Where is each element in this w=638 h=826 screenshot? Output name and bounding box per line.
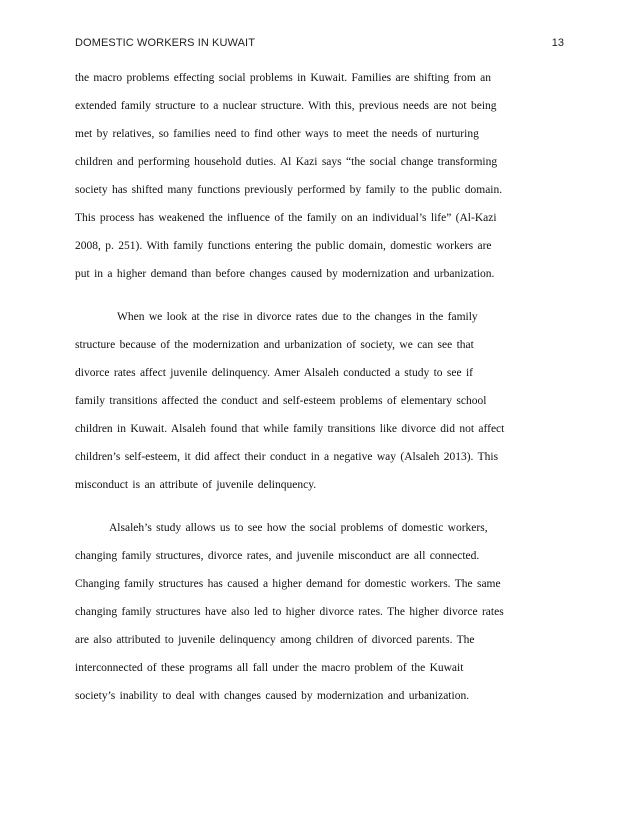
paragraph-line: Alsaleh’s study allows us to see how the social problems of domestic workers, — [109, 522, 488, 534]
paragraph-line: met by relatives, so families need to find other ways to meet the needs of nurturing — [75, 128, 479, 140]
paragraph-line: are also attributed to juvenile delinquency among children of divorced parents. The — [75, 634, 475, 646]
paragraph-line: children and performing household duties. Al Kazi says “the social change transforming — [75, 156, 498, 168]
paragraph-line: children’s self-esteem, it did affect their conduct in a negative way (Alsaleh 2013). This — [75, 451, 499, 463]
page-number: 13 — [551, 37, 564, 49]
paragraph-line: interconnected of these programs all fall under the macro problem of the Kuwait — [75, 662, 464, 674]
paragraph-line: society has shifted many functions previously performed by family to the public domain. — [75, 184, 503, 196]
paragraph-line: extended family structure to a nuclear structure. With this, previous needs are not being — [75, 100, 497, 112]
paragraph-line: changing family structures have also led to higher divorce rates. The higher divorce rates — [75, 606, 504, 618]
running-head: DOMESTIC WORKERS IN KUWAIT — [75, 37, 256, 49]
paragraph-line: changing family structures, divorce rates, and juvenile misconduct are all connected. — [75, 550, 480, 562]
paragraph-line: divorce rates affect juvenile delinquency. Amer Alsaleh conducted a study to see if — [75, 367, 474, 379]
paragraph-line: misconduct is an attribute of juvenile delinquency. — [75, 479, 317, 491]
paragraph-line: Changing family structures has caused a higher demand for domestic workers. The same — [75, 578, 501, 590]
paragraph-line: structure because of the modernization and urbanization of society, we can see that — [75, 339, 474, 351]
paragraph-line: 2008, p. 251). With family functions entering the public domain, domestic workers are — [75, 240, 492, 252]
paragraph-line: family transitions affected the conduct and self-esteem problems of elementary school — [75, 395, 487, 407]
paragraph-line: This process has weakened the influence of the family on an individual’s life” (Al-Kazi — [75, 212, 497, 224]
paragraph-line: the macro problems effecting social problems in Kuwait. Families are shifting from an — [75, 72, 492, 84]
paragraph-line: put in a higher demand than before changes caused by modernization and urbanization. — [75, 268, 495, 280]
paragraph-line: children in Kuwait. Alsaleh found that while family transitions like divorce did not affect — [75, 423, 505, 435]
paragraph-line: society’s inability to deal with changes caused by modernization and urbanization. — [75, 690, 470, 702]
paragraph-line: When we look at the rise in divorce rates due to the changes in the family — [117, 311, 478, 323]
